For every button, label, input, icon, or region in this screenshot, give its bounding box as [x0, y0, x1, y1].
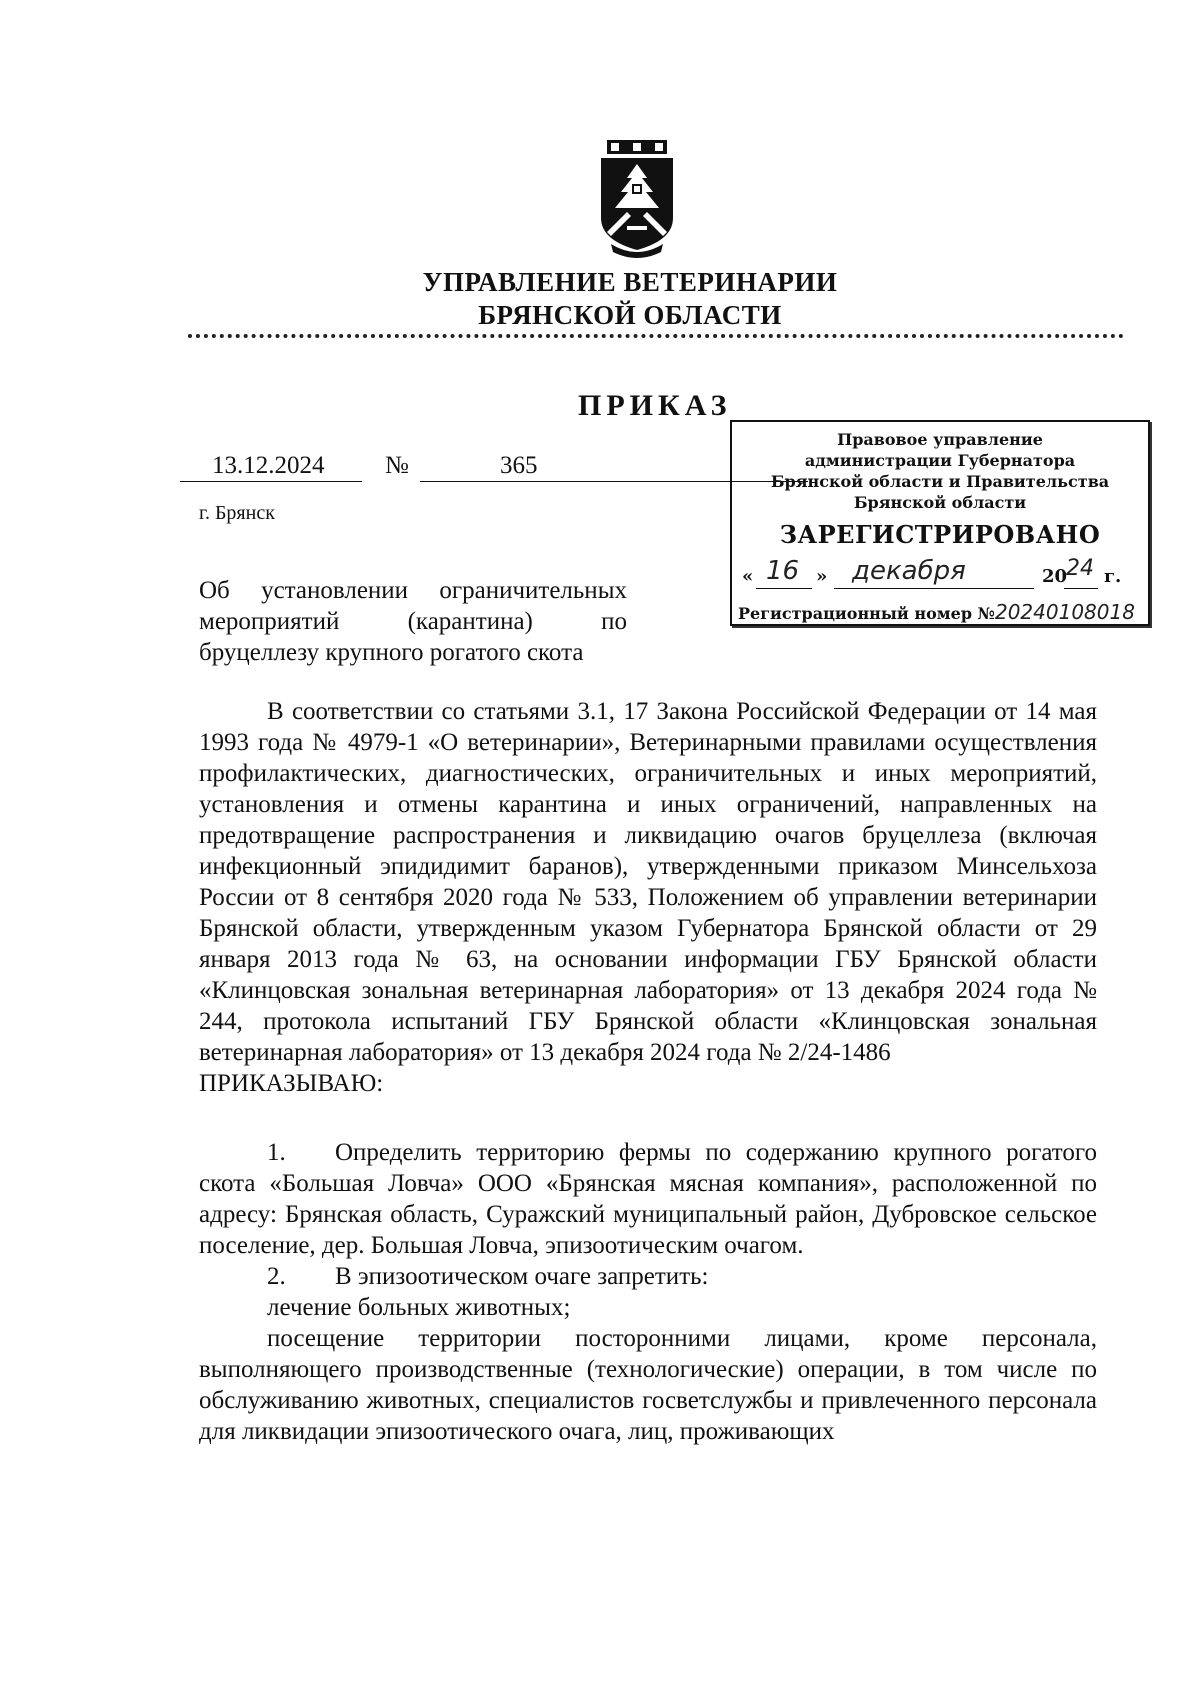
number-label: № — [385, 452, 409, 479]
stamp-day: 16 — [766, 556, 800, 586]
stamp-line-2: администрации Губернатора — [804, 451, 1076, 470]
order-word: ПРИКАЗЫВАЮ: — [199, 1070, 384, 1097]
document-type-title: ПРИКАЗ — [578, 389, 732, 422]
agency-heading — [180, 266, 1080, 332]
agency-line-2: БРЯНСКОЙ ОБЛАСТИ — [478, 300, 782, 330]
item-2-sub-2: посещение территории посторонними лицами, кроме персонала, выполняющего производственные (технологические) операции, в том числе по обслуживанию животных, специалистов госветслужбы и привлеченного персонала для ликвидации эпизоотического очага, лиц, проживающих — [199, 1325, 1097, 1445]
stamp-month: декабря — [852, 556, 966, 586]
preamble-paragraph: В соответствии со статьями 3.1, 17 Закона Российской Федерации от 14 мая 1993 года № 4979-1 «О ветеринарии», Ветеринарными правилами осуществления профилактических, диагностических, ограничительных и иных мероприятий, установления и отмены карантина и иных ограничений, направленных на предотвращение распространения и ликвидацию очагов бруцеллеза (включая инфекционный эпидидимит баранов), утвержденными приказом Минсельхоза России от 8 сентября 2020 года № 533, Положением об управлении ветеринарии Брянской области, утвержденным указом Губернатора Брянской области от 29 января 2013 года № 63, на основании информации ГБУ Брянской области «Клинцовская зональная ветеринарная лаборатория» от 13 декабря 2024 года № 244, протокола испытаний ГБУ Брянской области «Клинцовская зональная ветеринарная лаборатория» от 13 декабря 2024 года № 2/24-1486 — [199, 698, 1097, 1066]
agency-line-1: УПРАВЛЕНИЕ ВЕТЕРИНАРИИ — [422, 267, 838, 297]
heading-dotted-divider — [188, 334, 1124, 338]
stamp-reg-number-line — [738, 600, 1148, 624]
stamp-line-4: Брянской области — [853, 493, 1027, 512]
stamp-registered: ЗАРЕГИСТРИРОВАНО — [779, 520, 1101, 549]
item-1 — [199, 1137, 1097, 1261]
item-2-sub-1: лечение больных животных; — [267, 1294, 571, 1321]
stamp-year-unit: г. — [1104, 566, 1122, 587]
registration-stamp — [730, 420, 1150, 626]
item-2 — [199, 1261, 1097, 1292]
stamp-reg-label: Регистрационный номер № — [738, 604, 995, 623]
stamp-line-1: Правовое управление — [837, 430, 1043, 449]
stamp-year-suffix: 24 — [1066, 556, 1094, 581]
stamp-date-line: « 16 » декабря 20 24 г. — [742, 556, 1122, 587]
order-subject: Об установлении ограничительных мероприятий (карантина) по бруцеллезу крупного рогатого скота — [199, 577, 627, 666]
stamp-reg-number: 20240108018 — [994, 600, 1135, 624]
item-2-text: В эпизоотическом очаге запретить: — [335, 1263, 709, 1290]
stamp-line-3: Брянской области и Правительства — [770, 472, 1110, 491]
item-1-number: 1. — [267, 1139, 286, 1166]
date-number-line — [180, 452, 630, 482]
item-2-number: 2. — [267, 1263, 286, 1290]
bryansk-coat-of-arms-icon — [597, 140, 677, 262]
order-date: 13.12.2024 — [212, 452, 325, 479]
city: г. Брянск — [199, 502, 275, 524]
stamp-year-prefix: 20 — [1042, 566, 1068, 587]
date-underline — [180, 481, 362, 482]
item-1-text: Определить территорию фермы по содержанию крупного рогатого скота «Большая Ловча» ООО «Брянская мясная компания», расположенной по адресу: Брянская область, Суражский муниципальный район, Дубровское сельское поселение, дер. Большая Ловча, эпизоотическим очагом. — [199, 1139, 1097, 1259]
order-body — [199, 696, 1097, 1447]
order-number: 365 — [500, 452, 538, 479]
